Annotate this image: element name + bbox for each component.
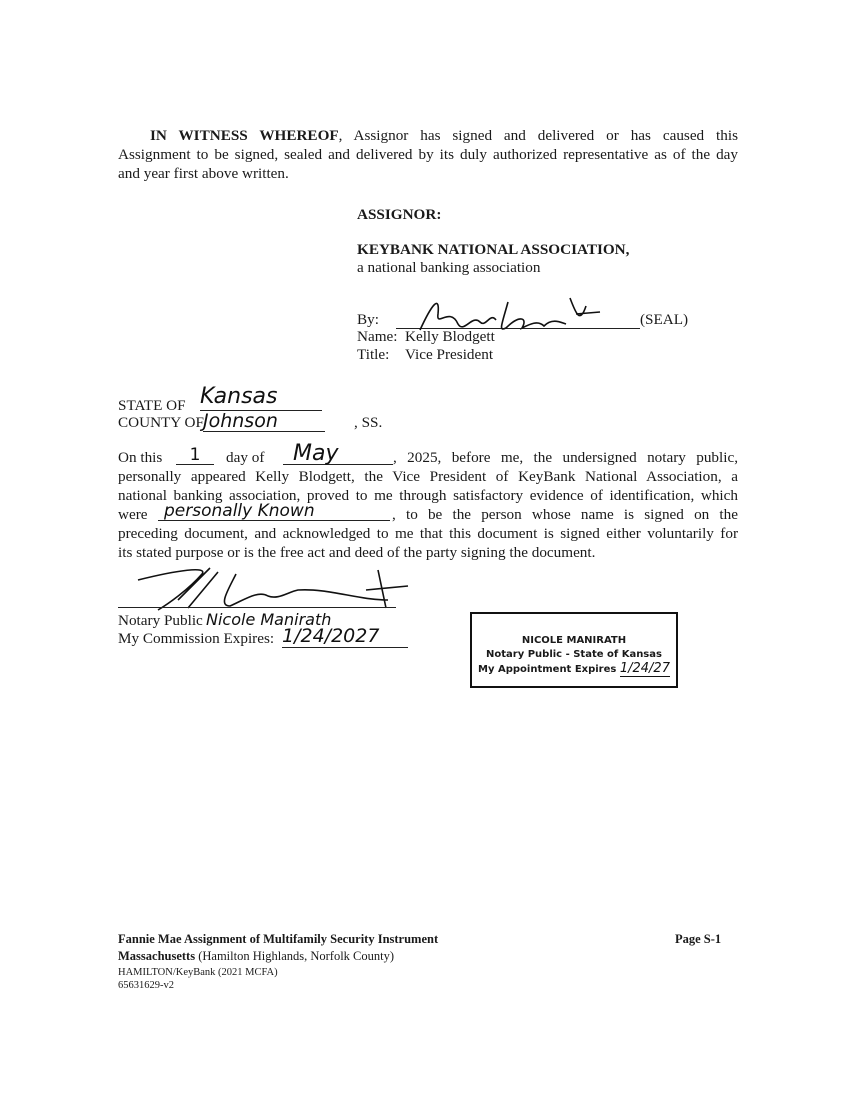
ack-line-2: personally appeared Kelly Blodgett, the Vice President of KeyBank National Association, a	[118, 468, 738, 485]
stamp-line-2: Notary Public - State of Kansas	[486, 649, 662, 660]
ack-day-of: day of	[226, 449, 265, 466]
commission-label: My Commission Expires:	[118, 630, 275, 647]
witness-line-1-rest: , Assignor has signed and delivered or has caused this	[338, 127, 738, 144]
commission-value: 1/24/2027	[282, 626, 408, 648]
county-label: COUNTY OF	[118, 414, 204, 431]
footer-doc-id: 65631629-v2	[118, 980, 174, 991]
title-value: Vice President	[405, 346, 494, 363]
ack-year-text: , 2025, before me, the undersigned notary public,	[393, 449, 738, 466]
footer-state: Massachusetts	[118, 949, 196, 963]
assignor-entity-desc: a national banking association	[357, 259, 541, 276]
witness-line-2: Assignment to be signed, sealed and delivered by its duly authorized representative as of the day	[118, 146, 738, 163]
ack-identification-value: personally Known	[158, 502, 390, 521]
name-value: Kelly Blodgett	[405, 328, 495, 345]
ss-label: , SS.	[354, 414, 383, 431]
notary-signature-line	[118, 607, 396, 608]
state-value: Kansas	[200, 384, 322, 411]
ack-month-value: May	[283, 443, 393, 465]
ack-line-6: its stated purpose or is the free act and deed of the party signing the document.	[118, 544, 596, 561]
state-label: STATE OF	[118, 397, 186, 414]
footer-property: (Hamilton Highlands, Norfolk County)	[198, 949, 395, 963]
assignor-heading: ASSIGNOR:	[357, 206, 442, 223]
witness-line-1	[118, 127, 738, 145]
stamp-name: NICOLE MANIRATH	[521, 635, 627, 646]
assignor-entity-name: KEYBANK NATIONAL ASSOCIATION,	[357, 241, 630, 258]
notary-stamp	[470, 612, 678, 688]
ack-on-this: On this	[118, 449, 163, 466]
footer-title: Fannie Mae Assignment of Multifamily Security Instrument	[118, 932, 439, 946]
witness-lead: IN WITNESS WHEREOF	[150, 127, 339, 144]
ack-line-3: national banking association, proved to me through satisfactory evidence of identification, which	[118, 487, 738, 504]
county-value: Johnson	[203, 412, 325, 432]
ack-were: were	[118, 506, 148, 523]
by-label: By:	[357, 311, 379, 328]
footer-file-ref: HAMILTON/KeyBank (2021 MCFA)	[118, 967, 278, 978]
ack-day-value: 1	[176, 445, 214, 465]
seal-label: (SEAL)	[640, 311, 689, 328]
stamp-expires-value: 1/24/27	[619, 661, 670, 676]
name-label: Name:	[357, 328, 398, 345]
notary-public-label: Notary Public	[118, 612, 203, 629]
ack-line-5: preceding document, and acknowledged to me that this document is signed either voluntarily for	[118, 525, 738, 542]
notary-printed-name: Nicole Manirath	[206, 610, 332, 629]
footer-page: Page S-1	[675, 932, 722, 946]
witness-line-3: and year first above written.	[118, 165, 289, 182]
stamp-line-3: My Appointment Expires	[478, 664, 617, 675]
title-label: Title:	[357, 346, 390, 363]
ack-line-4-rest: , to be the person whose name is signed on the	[392, 506, 738, 523]
